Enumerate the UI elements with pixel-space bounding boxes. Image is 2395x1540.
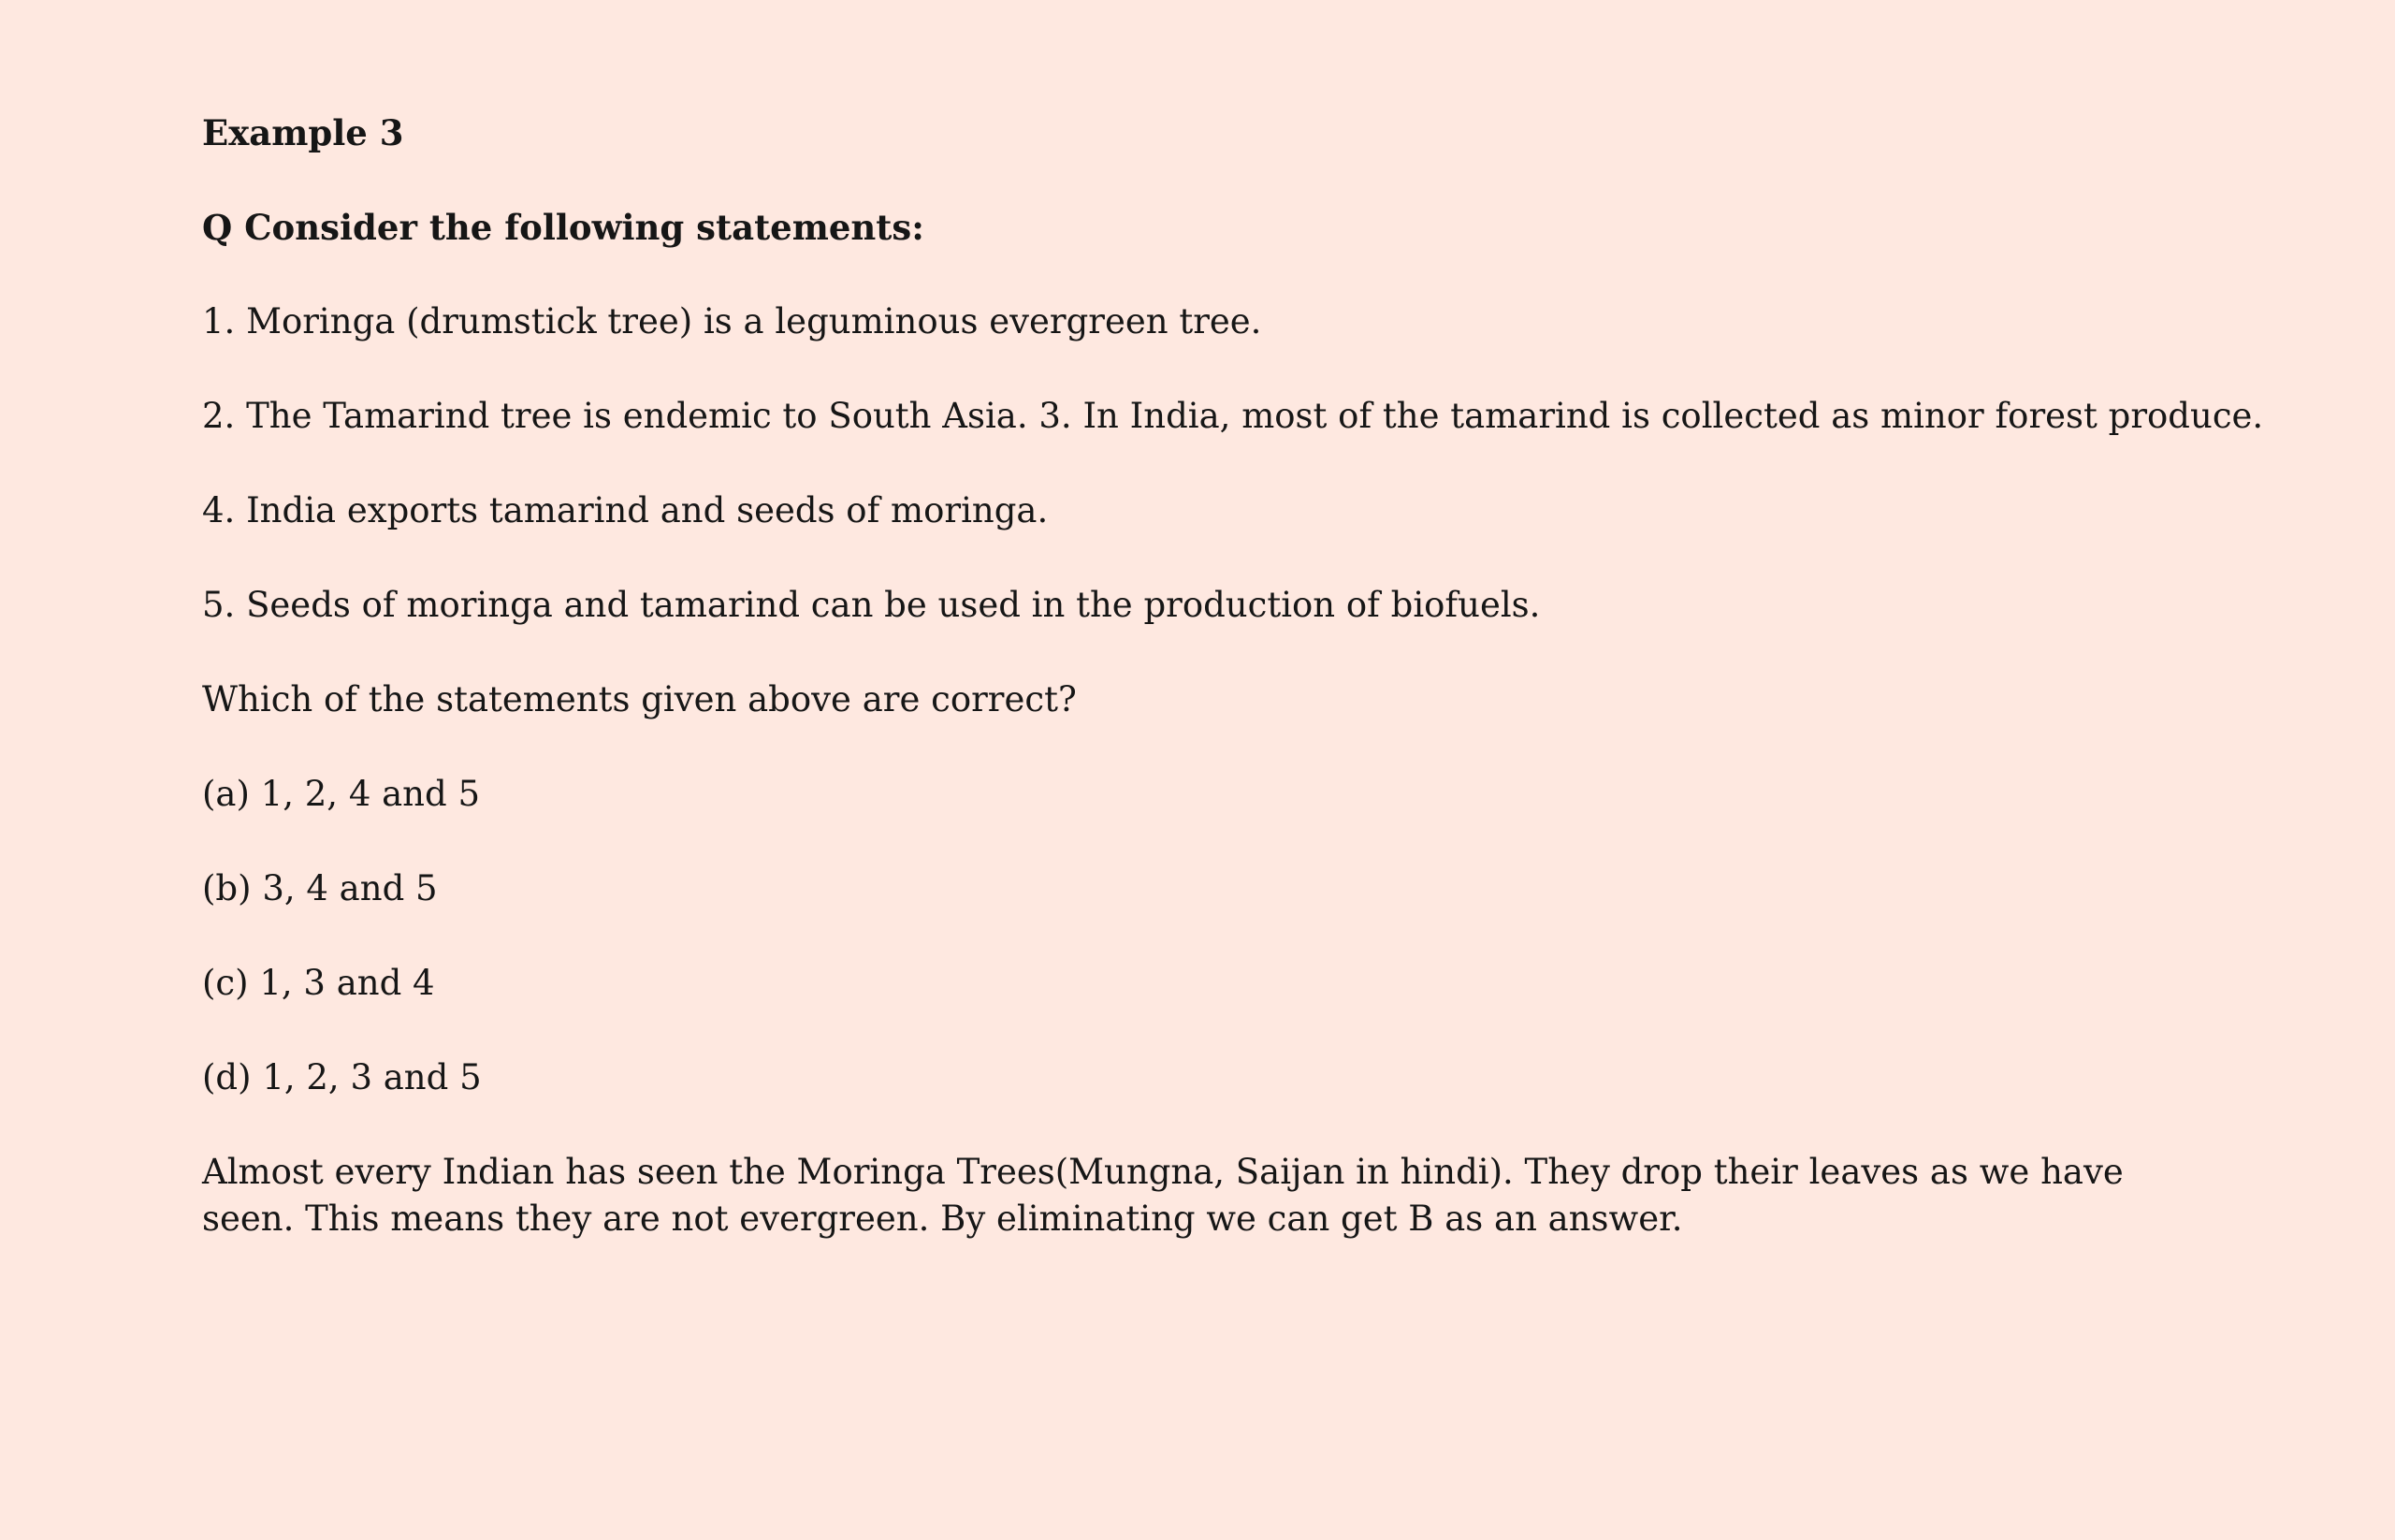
example-title: Example 3 <box>202 112 404 153</box>
question-text: Which of the statements given above are correct? <box>202 679 1077 719</box>
option-b: (b) 3, 4 and 5 <box>202 868 438 908</box>
option-a: (a) 1, 2, 4 and 5 <box>202 774 480 814</box>
option-c: (c) 1, 3 and 4 <box>202 963 435 1003</box>
statement-1: 1. Moringa (drumstick tree) is a leguminous evergreen tree. <box>202 301 1262 341</box>
explanation-paragraph: Almost every Indian has seen the Moringa Trees(Mungna, Saijan in hindi). They drop their leaves as we have seen. This means they are not evergreen. By eliminating we can get B as an answer. <box>202 1152 2124 1239</box>
option-d: (d) 1, 2, 3 and 5 <box>202 1057 482 1097</box>
statement-2-3: 2. The Tamarind tree is endemic to South Asia. 3. In India, most of the tamarind is collected as minor forest produce. <box>202 396 2264 436</box>
question-heading: Q Consider the following statements: <box>202 207 924 248</box>
statement-5: 5. Seeds of moringa and tamarind can be used in the production of biofuels. <box>202 585 1541 625</box>
statement-4: 4. India exports tamarind and seeds of moringa. <box>202 490 1049 530</box>
